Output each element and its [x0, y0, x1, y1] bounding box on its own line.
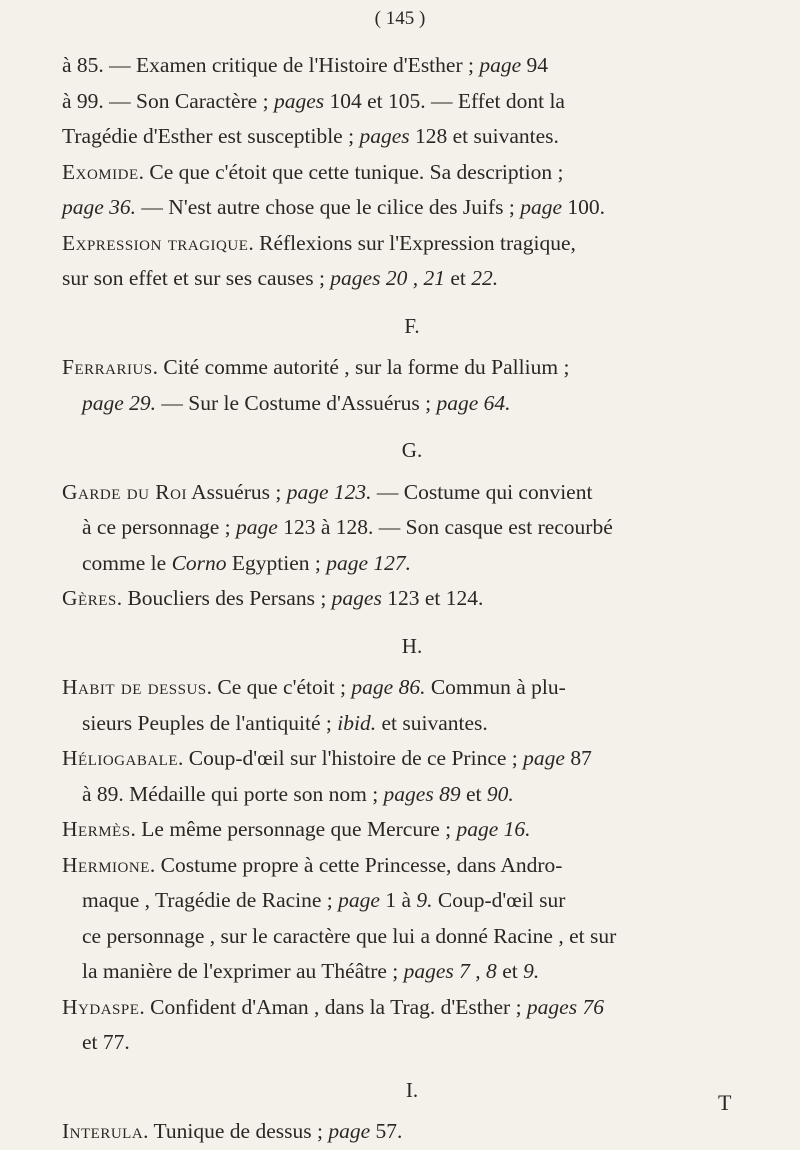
section-letter: I. — [405, 1077, 419, 1102]
index-line — [62, 48, 762, 84]
entry-text: sur son effet et sur ses causes ; — [62, 266, 331, 290]
entry-term: Habit de dessus — [62, 675, 207, 699]
entry-text: et — [496, 959, 524, 983]
entry-text: — Sur le Costume d'Assuérus ; — [156, 390, 437, 415]
index-line — [62, 546, 762, 582]
page-reference: page — [328, 1119, 371, 1143]
entry-term: Gères — [62, 586, 117, 610]
page-reference: page 29. — [82, 390, 157, 415]
page-reference: Corno — [171, 550, 227, 575]
entry-text: 1 à — [379, 888, 417, 912]
index-line — [62, 812, 762, 848]
entry-text: à ce personnage ; — [82, 515, 237, 539]
entry-text: 57. — [370, 1119, 403, 1143]
entry-term: Interula — [62, 1119, 144, 1143]
page-reference: 9. — [416, 888, 433, 912]
page-reference: ibid. — [337, 710, 377, 735]
entry-text: . Ce que c'étoit que cette tunique. Sa description ; — [138, 159, 564, 184]
entry-text: . Costume propre à cette Princesse, dans Andro- — [149, 852, 563, 877]
page-reference: page 64. — [436, 390, 511, 415]
section-letter: F. — [404, 313, 420, 338]
entry-text: Tragédie d'Esther est susceptible ; — [62, 124, 360, 148]
page-reference: pages 76 — [526, 994, 604, 1019]
index-line — [62, 1025, 762, 1061]
index-line — [62, 510, 762, 546]
section-letter: G. — [401, 438, 423, 462]
entry-text: et — [444, 266, 472, 290]
page-reference: pages 7 , 8 — [403, 959, 497, 983]
index-line — [62, 261, 762, 297]
entry-text: à 89. Médaille qui porte son nom ; — [82, 781, 384, 806]
index-line — [62, 990, 762, 1026]
signature-mark: T — [718, 1090, 732, 1115]
page-reference: 9. — [523, 959, 540, 983]
index-line — [62, 954, 762, 990]
page-reference: 22. — [471, 266, 499, 290]
page-reference: pages — [273, 88, 325, 113]
page-reference: page 16. — [456, 817, 531, 841]
index-line — [62, 386, 762, 422]
entry-text: et — [460, 781, 487, 806]
page-reference: page 123. — [286, 479, 372, 504]
index-line — [62, 883, 762, 919]
entry-term: Garde du Roi — [62, 479, 187, 504]
entry-text: à 99. — Son Caractère ; — [62, 88, 274, 113]
entry-text: . Le même personnage que Mercure ; — [130, 817, 457, 841]
page-number: ( 145 ) — [374, 8, 426, 29]
entry-text: et 77. — [82, 1030, 130, 1054]
index-line — [62, 119, 762, 155]
index-line — [62, 1114, 762, 1150]
page-reference: page 127. — [326, 550, 412, 575]
section-letter: H. — [401, 633, 423, 658]
entry-text: maque , Tragédie de Racine ; — [82, 888, 339, 912]
entry-text: . Confident d'Aman , dans la Trag. d'Esther ; — [139, 994, 527, 1019]
entry-text: 123 à 128. — Son casque est recourbé — [277, 515, 613, 539]
entry-text: — N'est autre chose que le cilice des Juifs ; — [136, 195, 521, 219]
index-line — [62, 84, 762, 120]
entry-text: la manière de l'exprimer au Théâtre ; — [82, 959, 404, 983]
entry-text: . Tunique de dessus ; — [143, 1119, 329, 1143]
page-reference: pages 20 , 21 — [330, 266, 445, 290]
entry-text: Commun à plu- — [425, 675, 566, 699]
entry-text: — Costume qui convient — [371, 479, 593, 504]
entry-text: 128 et suivantes. — [409, 124, 559, 148]
entry-text: . Cité comme autorité , sur la forme du Pallium ; — [152, 355, 570, 379]
page-reference: pages — [331, 586, 382, 610]
index-line — [62, 706, 762, 742]
entry-text: Assuérus ; — [186, 479, 287, 504]
entry-text: . Ce que c'étoit ; — [206, 675, 352, 699]
entry-term: Ferrarius — [62, 355, 153, 379]
entry-term: Hermès — [62, 817, 131, 841]
page-reference: page — [479, 53, 522, 77]
page-reference: page 86. — [351, 675, 426, 699]
index-line — [62, 741, 762, 777]
page-reference: page — [523, 746, 565, 770]
entry-term: Héliogabale — [62, 746, 179, 770]
index-line — [62, 190, 762, 226]
index-body — [62, 48, 762, 1150]
index-line — [62, 581, 762, 617]
entry-text: comme le — [82, 550, 172, 575]
entry-term: Exomide — [62, 159, 139, 184]
entry-text: ce personnage , sur le caractère que lui a donné Racine , et sur — [82, 923, 617, 948]
index-line — [62, 350, 762, 386]
page-reference: page 36. — [62, 195, 137, 219]
index-line — [62, 919, 762, 955]
entry-text: 87 — [564, 746, 592, 770]
index-line — [62, 848, 762, 884]
page-reference: page — [338, 888, 380, 912]
entry-text: et suivantes. — [376, 710, 488, 735]
page-reference: 90. — [486, 781, 514, 806]
index-line — [62, 226, 762, 262]
entry-term: Hermione — [62, 852, 150, 877]
entry-text: Coup-d'œil sur — [432, 888, 566, 912]
entry-text: Egyptien ; — [226, 550, 327, 575]
entry-text: 100. — [562, 195, 606, 219]
index-line — [62, 475, 762, 511]
page-reference: page — [520, 195, 563, 219]
entry-text: . Coup-d'œil sur l'histoire de ce Prince ; — [178, 746, 524, 770]
entry-text: 94 — [521, 53, 549, 77]
entry-text: . Réflexions sur l'Expression tragique, — [248, 230, 576, 255]
entry-text: sieurs Peuples de l'antiquité ; — [82, 710, 338, 735]
page-reference: pages 89 — [383, 781, 461, 806]
entry-term: Hydaspe — [62, 994, 140, 1019]
entry-text: à 85. — Examen critique de l'Histoire d'Esther ; — [62, 53, 480, 77]
page-reference: pages — [359, 124, 410, 148]
page-reference: page — [236, 515, 278, 539]
entry-text: . Boucliers des Persans ; — [116, 586, 332, 610]
entry-text: 104 et 105. — Effet dont la — [324, 88, 565, 113]
index-line — [62, 777, 762, 813]
entry-text: 123 et 124. — [381, 586, 484, 610]
index-line — [62, 155, 762, 191]
index-line — [62, 670, 762, 706]
entry-term: Expression tragique — [62, 230, 249, 255]
